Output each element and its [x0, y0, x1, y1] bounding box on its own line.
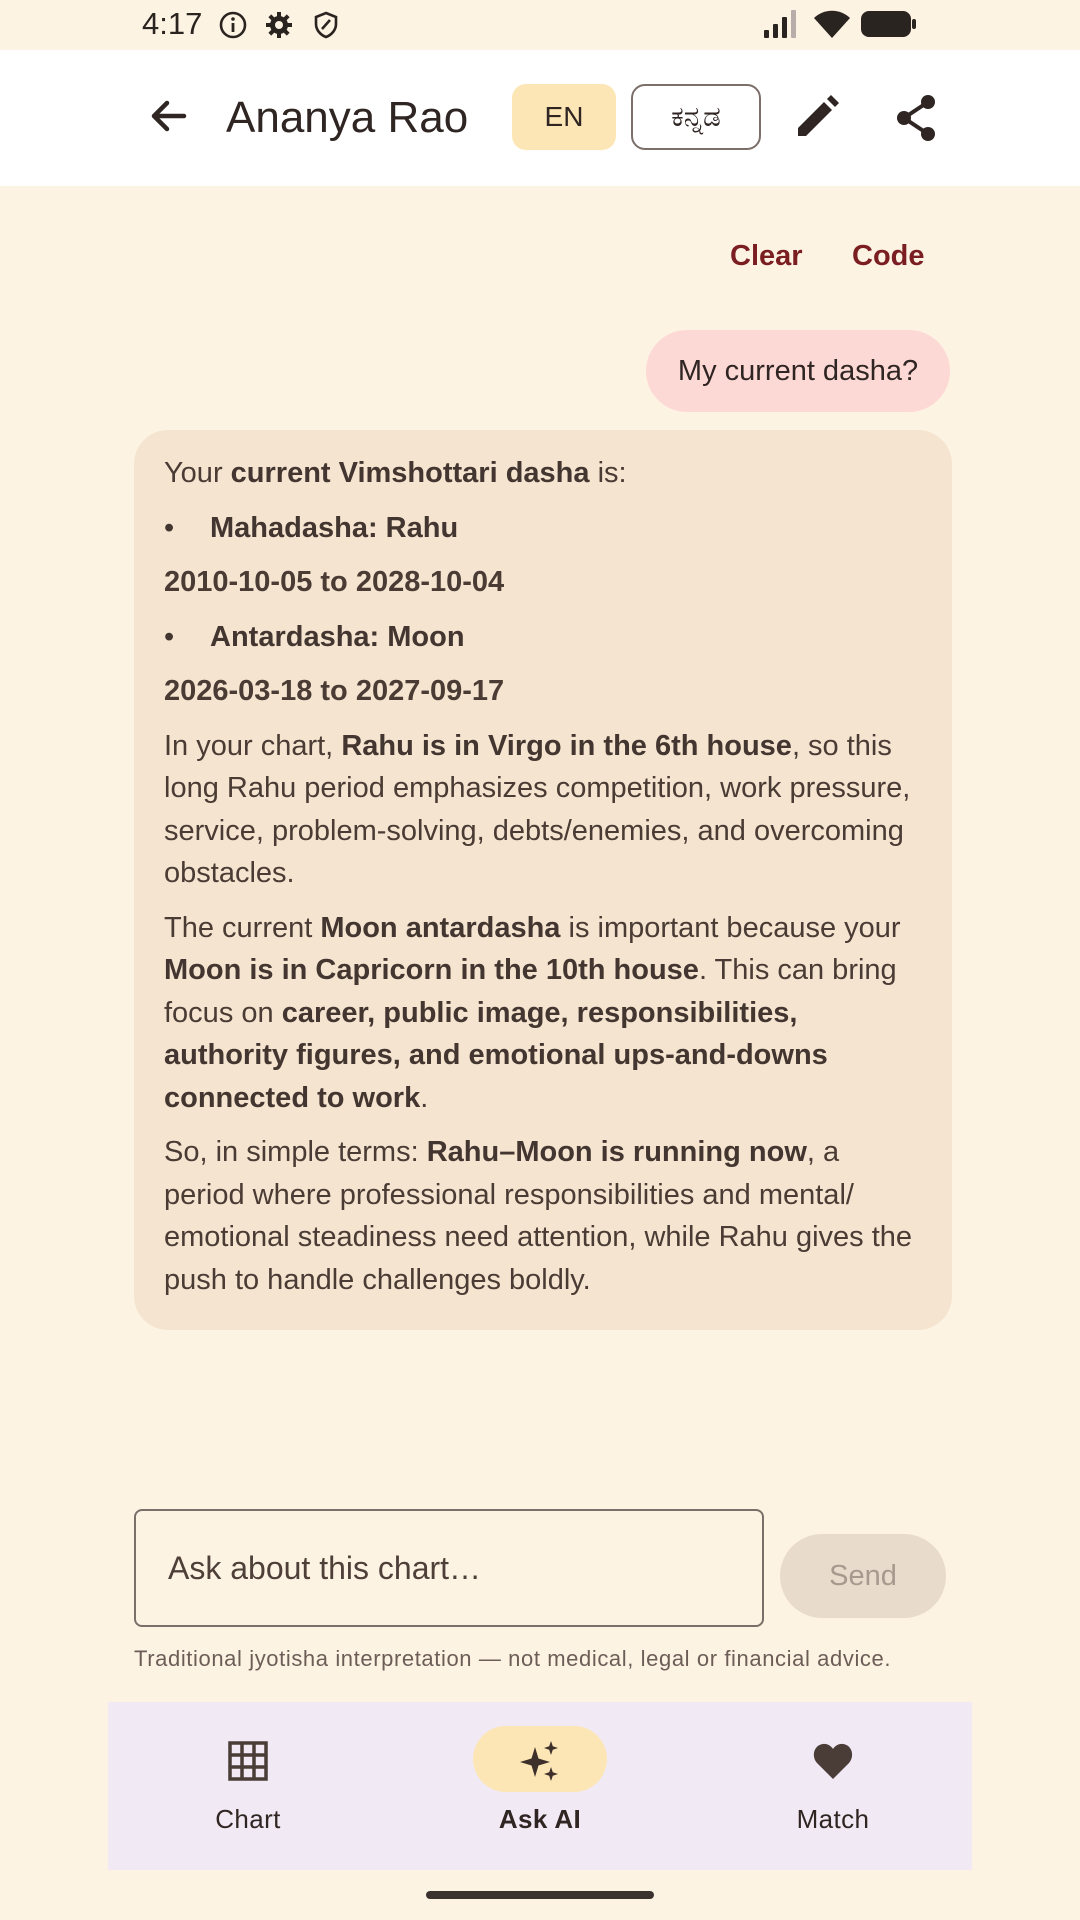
ai-paragraph-summary: So, in simple terms: Rahu–Moon is running now, a period where professional responsibilities and mental/ emotional steadiness need attention, while Rahu gives the push to handle challenges boldly. — [164, 1136, 913, 1296]
heart-icon — [811, 1739, 855, 1783]
info-icon — [218, 10, 248, 40]
language-kannada-button[interactable]: ಕನ್ನಡ — [631, 84, 761, 150]
nav-label-chart: Chart — [215, 1804, 281, 1834]
code-button[interactable]: Code — [852, 240, 925, 272]
antardasha-bullet: • Antardasha: Moon — [164, 620, 465, 653]
mahadasha-bullet: • Mahadasha: Rahu — [164, 511, 459, 544]
nav-label-match: Match — [796, 1804, 870, 1834]
back-arrow-icon[interactable] — [140, 88, 196, 144]
settings-gear-icon — [264, 10, 294, 40]
wifi-icon — [812, 8, 852, 40]
nav-label-ask-ai: Ask AI — [498, 1804, 582, 1834]
antardasha-range: 2026-03-18 to 2027-09-17 — [164, 675, 505, 707]
sparkles-icon — [518, 1739, 562, 1783]
grid-icon — [226, 1739, 270, 1783]
page-title: Ananya Rao — [226, 93, 469, 142]
ai-intro: Your current Vimshottari dasha is: — [164, 457, 627, 489]
disclaimer-text: Traditional jyotisha interpretation — not medical, legal or financial advice. — [134, 1646, 892, 1671]
status-time: 4:17 — [142, 6, 203, 41]
shield-icon — [311, 10, 341, 40]
edit-pencil-icon[interactable] — [790, 92, 842, 144]
battery-icon — [860, 8, 918, 40]
share-icon[interactable] — [890, 92, 942, 144]
nav-item-ask-ai[interactable] — [440, 1702, 640, 1870]
ai-response-bubble — [134, 430, 952, 1330]
mahadasha-range: 2010-10-05 to 2028-10-04 — [164, 566, 505, 598]
ai-paragraph-rahu: In your chart, Rahu is in Virgo in the 6th house, so this long Rahu period emphasizes competition, work pressure, service, problem-solving, debts/enemies, and overcoming obstacles. — [164, 729, 911, 889]
nav-item-match[interactable] — [733, 1702, 933, 1870]
ask-chart-input[interactable] — [134, 1509, 764, 1627]
user-message-bubble: My current dasha? — [646, 330, 950, 412]
ai-paragraph-moon: The current Moon antardasha is important because your Moon is in Capricorn in the 10th house. This can bring focus on career, public image, responsibilities, authority figures, and emotional ups-and-downs connected to work. — [164, 911, 901, 1114]
clear-button[interactable]: Clear — [730, 240, 803, 272]
nav-item-chart[interactable] — [148, 1702, 348, 1870]
home-indicator[interactable] — [426, 1891, 654, 1899]
language-en-button[interactable]: EN — [512, 84, 616, 150]
send-button[interactable]: Send — [780, 1534, 946, 1618]
signal-icon — [762, 8, 798, 40]
